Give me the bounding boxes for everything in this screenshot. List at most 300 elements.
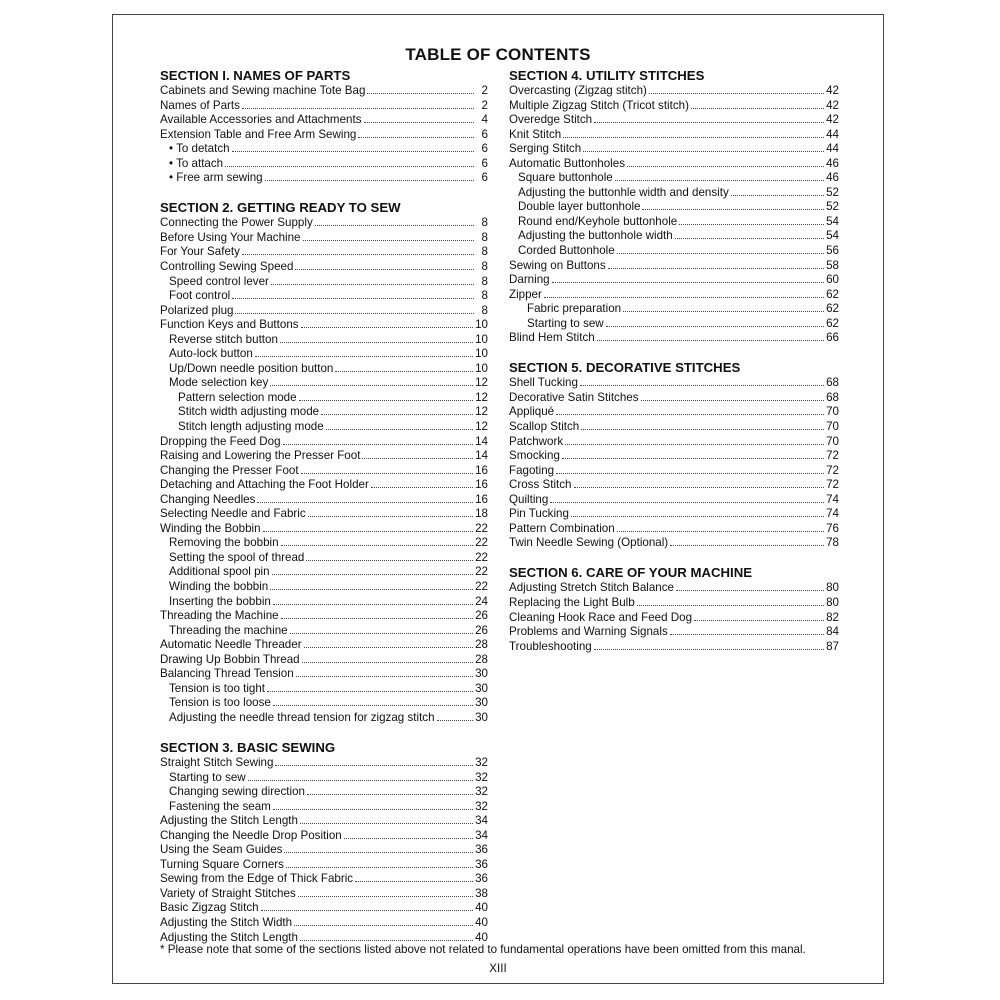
toc-entry xyxy=(160,142,488,157)
toc-entry-page: 8 xyxy=(481,289,488,303)
toc-entry-page: 46 xyxy=(826,156,839,170)
toc-entry-page: 12 xyxy=(475,405,488,419)
toc-entry-label: Pattern selection mode xyxy=(178,390,297,404)
toc-entry xyxy=(160,157,488,172)
toc-entry xyxy=(509,229,839,244)
toc-entry-page: 32 xyxy=(475,770,488,784)
toc-entry-label: Reverse stitch button xyxy=(169,332,278,346)
toc-entry-label: Double layer buttonhole xyxy=(518,200,641,214)
toc-entry-page: 30 xyxy=(475,696,488,710)
toc-entry-label: Overcasting (Zigzag stitch) xyxy=(509,84,647,97)
toc-entry-label: Names of Parts xyxy=(160,98,240,112)
toc-entry-label: Foot control xyxy=(169,289,231,303)
toc-entry xyxy=(160,667,488,682)
dot-leader xyxy=(273,595,473,605)
toc-entry xyxy=(160,682,488,697)
section-heading: SECTION I. NAMES OF PARTS xyxy=(160,68,351,83)
toc-entry-page: 8 xyxy=(481,259,488,273)
toc-entry-page: 62 xyxy=(826,302,839,316)
toc-entry-label: Threading the machine xyxy=(169,623,288,637)
dot-leader xyxy=(627,157,824,167)
toc-entry-label: Balancing Thread Tension xyxy=(160,667,294,681)
dot-leader xyxy=(326,420,473,430)
toc-entry xyxy=(160,493,488,508)
toc-entry-page: 12 xyxy=(475,390,488,404)
toc-entry xyxy=(160,318,488,333)
dot-leader xyxy=(574,478,825,488)
toc-entry-page: 40 xyxy=(475,930,488,944)
toc-entry-label: Adjusting the Stitch Length xyxy=(160,814,298,828)
dot-leader xyxy=(301,464,474,474)
dot-leader xyxy=(290,624,474,634)
toc-entry-label: Fagoting xyxy=(509,463,555,477)
section-heading: SECTION 4. UTILITY STITCHES xyxy=(509,68,705,83)
section-gap xyxy=(160,725,488,740)
dot-leader xyxy=(691,99,824,109)
dot-leader xyxy=(273,696,473,706)
toc-entry-label: Speed control lever xyxy=(169,274,269,288)
toc-entry xyxy=(509,288,839,303)
toc-entry-page: 54 xyxy=(826,214,839,228)
toc-entry xyxy=(160,275,488,290)
dot-leader xyxy=(679,215,824,225)
toc-entry-page: 28 xyxy=(475,638,488,652)
dot-leader xyxy=(232,289,474,299)
section-heading: SECTION 5. DECORATIVE STITCHES xyxy=(509,360,741,376)
toc-entry-page: 22 xyxy=(475,565,488,579)
dot-leader xyxy=(358,128,474,138)
dot-leader xyxy=(263,522,474,532)
toc-entry-page: 34 xyxy=(475,828,488,842)
toc-left-column xyxy=(160,68,488,945)
dot-leader xyxy=(580,376,824,386)
toc-entry xyxy=(160,580,488,595)
toc-entry-label: Pattern Combination xyxy=(509,521,615,535)
dot-leader xyxy=(670,536,824,546)
toc-entry xyxy=(160,595,488,610)
dot-leader xyxy=(556,405,824,415)
dot-leader xyxy=(594,640,824,650)
section-heading: SECTION 2. GETTING READY TO SEW xyxy=(160,200,401,216)
dot-leader xyxy=(273,800,473,810)
toc-entry xyxy=(509,259,839,274)
dot-leader xyxy=(641,391,825,401)
toc-entry-label: Before Using Your Machine xyxy=(160,230,301,244)
toc-entry-page: 12 xyxy=(475,419,488,433)
toc-section xyxy=(509,360,839,551)
toc-entry-label: Blind Hem Stitch xyxy=(509,331,595,345)
toc-entry-page: 62 xyxy=(826,287,839,301)
toc-entry-page: 8 xyxy=(481,216,488,230)
dot-leader xyxy=(355,872,473,882)
toc-entry-page: 78 xyxy=(826,536,839,550)
toc-entry-page: 10 xyxy=(475,318,488,332)
dot-leader xyxy=(261,901,474,911)
toc-entry-page: 22 xyxy=(475,580,488,593)
dot-leader xyxy=(642,200,824,210)
dot-leader xyxy=(556,464,824,474)
toc-entry xyxy=(160,551,488,566)
toc-entry-label: Straight Stitch Sewing xyxy=(160,755,274,769)
toc-entry-label: Starting to sew xyxy=(527,316,604,330)
toc-entry xyxy=(509,493,839,508)
toc-entry xyxy=(509,611,839,626)
toc-entry-label: Smocking xyxy=(509,449,560,463)
toc-entry-label: Cleaning Hook Race and Feed Dog xyxy=(509,610,693,624)
toc-entry-label: Function Keys and Buttons xyxy=(160,318,299,332)
toc-right-column xyxy=(509,68,839,654)
dot-leader xyxy=(265,171,474,181)
toc-entry xyxy=(160,231,488,246)
toc-entry xyxy=(160,128,488,143)
dot-leader xyxy=(321,405,473,415)
dot-leader xyxy=(286,858,473,868)
toc-entry-label: Multiple Zigzag Stitch (Tricot stitch) xyxy=(509,98,689,112)
toc-entry xyxy=(160,653,488,668)
toc-entry-label: Basic Zigzag Stitch xyxy=(160,901,259,915)
toc-entry xyxy=(160,800,488,815)
toc-entry-page: 52 xyxy=(826,200,839,214)
dot-leader xyxy=(300,814,473,824)
toc-entry xyxy=(509,391,839,406)
toc-entry-label: Appliqué xyxy=(509,405,555,419)
toc-entry-page: 14 xyxy=(475,449,488,463)
toc-entry-label: Darning xyxy=(509,273,550,287)
dot-leader xyxy=(606,317,824,327)
toc-entry-page: 30 xyxy=(475,681,488,695)
dot-leader xyxy=(296,667,473,677)
toc-entry-label: Patchwork xyxy=(509,434,564,448)
toc-entry xyxy=(160,347,488,362)
toc-entry xyxy=(160,464,488,479)
dot-leader xyxy=(271,275,474,285)
toc-entry xyxy=(160,84,488,99)
toc-entry-label: Automatic Needle Threader xyxy=(160,638,302,652)
dot-leader xyxy=(437,711,474,721)
toc-entry-label: Adjusting the buttonhole width xyxy=(518,229,673,243)
dot-leader xyxy=(306,551,473,561)
dot-leader xyxy=(272,565,474,575)
toc-entry xyxy=(160,624,488,639)
toc-entry xyxy=(509,405,839,420)
dot-leader xyxy=(670,625,824,635)
dot-leader xyxy=(302,653,473,663)
toc-entry-label: Adjusting the needle thread tension for zigzag stitch xyxy=(169,710,435,724)
toc-entry-label: For Your Safety xyxy=(160,245,240,259)
toc-entry-label: Overedge Stitch xyxy=(509,113,593,127)
toc-entry xyxy=(160,449,488,464)
toc-entry-page: 8 xyxy=(481,230,488,244)
toc-entry xyxy=(160,536,488,551)
toc-entry-label: Threading the Machine xyxy=(160,609,279,623)
toc-entry-page: 10 xyxy=(475,361,488,375)
toc-entry-page: 36 xyxy=(475,857,488,871)
dot-leader xyxy=(294,916,473,926)
toc-section xyxy=(160,740,488,945)
toc-entry-page: 32 xyxy=(475,755,488,769)
toc-entry-label: Tension is too loose xyxy=(169,696,271,710)
toc-entry-label: Controlling Sewing Speed xyxy=(160,259,294,273)
toc-entry-page: 24 xyxy=(475,594,488,608)
toc-entry-page: 87 xyxy=(826,639,839,653)
toc-entry-label: Quilting xyxy=(509,492,549,506)
toc-entry xyxy=(160,260,488,275)
toc-entry xyxy=(509,596,839,611)
toc-entry-label: Available Accessories and Attachments xyxy=(160,113,362,127)
toc-entry-label: Round end/Keyhole buttonhole xyxy=(518,214,678,228)
toc-entry-page: 66 xyxy=(826,331,839,345)
toc-entry-page: 32 xyxy=(475,799,488,813)
toc-entry-label: Troubleshooting xyxy=(509,639,592,653)
dot-leader xyxy=(637,596,824,606)
toc-entry-label: Scallop Stitch xyxy=(509,419,580,433)
toc-entry-page: 26 xyxy=(475,609,488,623)
toc-entry-page: 22 xyxy=(475,550,488,564)
toc-entry-page: 80 xyxy=(826,595,839,609)
dot-leader xyxy=(544,288,824,298)
page-title: TABLE OF CONTENTS xyxy=(405,45,591,64)
dot-leader xyxy=(371,478,473,488)
toc-entry-label: Pin Tucking xyxy=(509,507,569,521)
toc-entry-page: 26 xyxy=(475,623,488,637)
toc-entry xyxy=(509,157,839,172)
toc-entry-label: Winding the Bobbin xyxy=(160,521,261,535)
toc-entry xyxy=(160,289,488,304)
toc-entry-page: 62 xyxy=(826,316,839,330)
toc-entry xyxy=(160,711,488,726)
dot-leader xyxy=(235,304,474,314)
toc-entry-page: 72 xyxy=(826,449,839,463)
dot-leader xyxy=(257,493,473,503)
toc-entry-page: 6 xyxy=(481,127,488,141)
toc-entry xyxy=(509,99,839,114)
toc-entry-page: 72 xyxy=(826,478,839,492)
toc-entry-page: 76 xyxy=(826,521,839,535)
toc-entry xyxy=(509,640,839,655)
dot-leader xyxy=(301,318,474,328)
dot-leader xyxy=(307,785,473,795)
toc-entry xyxy=(160,872,488,887)
toc-entry xyxy=(509,273,839,288)
toc-entry-label: Changing the Needle Drop Position xyxy=(160,828,342,842)
toc-entry-page: 40 xyxy=(475,915,488,929)
dot-leader xyxy=(315,216,474,226)
toc-entry xyxy=(160,171,488,186)
toc-entry-label: Fastening the seam xyxy=(169,799,271,813)
toc-entry xyxy=(509,376,839,391)
toc-entry-label: Changing sewing direction xyxy=(169,785,305,799)
toc-entry-page: 18 xyxy=(475,507,488,521)
toc-entry xyxy=(509,128,839,143)
toc-entry-page: 58 xyxy=(826,258,839,272)
toc-entry xyxy=(160,785,488,800)
toc-entry-label: Turning Square Corners xyxy=(160,857,284,871)
dot-leader xyxy=(283,435,474,445)
toc-entry-label: Changing Needles xyxy=(160,492,256,506)
dot-leader xyxy=(617,522,824,532)
dot-leader xyxy=(275,756,473,766)
toc-entry-label: Automatic Buttonholes xyxy=(509,156,626,170)
dot-leader xyxy=(270,376,473,386)
toc-section xyxy=(509,565,839,654)
dot-leader xyxy=(225,157,474,167)
toc-entry-page: 80 xyxy=(826,581,839,595)
dot-leader xyxy=(362,449,473,459)
dot-leader xyxy=(255,347,473,357)
dot-leader xyxy=(562,449,824,459)
toc-entry-page: 32 xyxy=(475,785,488,799)
toc-entry xyxy=(509,142,839,157)
toc-entry-page: 44 xyxy=(826,142,839,156)
toc-entry-page: 46 xyxy=(826,171,839,185)
toc-entry-label: Replacing the Light Bulb xyxy=(509,595,635,609)
dot-leader xyxy=(295,260,474,270)
toc-entry xyxy=(160,420,488,435)
toc-entry-page: 84 xyxy=(826,625,839,639)
dot-leader xyxy=(581,420,824,430)
dot-leader xyxy=(367,84,474,94)
toc-entry xyxy=(509,625,839,640)
section-gap xyxy=(509,551,839,566)
toc-entry-label: Up/Down needle position button xyxy=(169,361,334,375)
toc-entry xyxy=(509,464,839,479)
toc-entry xyxy=(160,333,488,348)
toc-entry-label: Adjusting the buttonhle width and density xyxy=(518,185,729,199)
toc-entry-page: 42 xyxy=(826,84,839,97)
toc-entry-label: Using the Seam Guides xyxy=(160,843,283,857)
toc-entry xyxy=(160,362,488,377)
toc-entry-label: Auto-lock button xyxy=(169,347,253,361)
toc-entry xyxy=(509,478,839,493)
toc-entry xyxy=(160,829,488,844)
toc-entry xyxy=(509,331,839,346)
toc-entry-label: Extension Table and Free Arm Sewing xyxy=(160,127,357,141)
toc-entry-page: 28 xyxy=(475,652,488,666)
toc-entry xyxy=(509,507,839,522)
toc-entry-page: 14 xyxy=(475,434,488,448)
toc-entry xyxy=(160,405,488,420)
dot-leader xyxy=(731,186,824,196)
toc-entry-label: Zipper xyxy=(509,287,542,301)
dot-leader xyxy=(232,142,474,152)
dot-leader xyxy=(676,581,824,591)
dot-leader xyxy=(308,507,473,517)
toc-entry-page: 42 xyxy=(826,113,839,127)
toc-entry-label: Inserting the bobbin xyxy=(169,594,271,608)
dot-leader xyxy=(552,273,824,283)
toc-entry-page: 30 xyxy=(475,710,488,724)
toc-entry-label: • To attach xyxy=(169,156,224,170)
toc-entry xyxy=(160,756,488,771)
toc-entry-page: 56 xyxy=(826,244,839,258)
toc-entry-label: Stitch width adjusting mode xyxy=(178,405,320,419)
toc-entry-page: 8 xyxy=(481,303,488,317)
toc-entry-label: Additional spool pin xyxy=(169,565,270,579)
toc-entry-page: 34 xyxy=(475,814,488,828)
toc-entry xyxy=(509,244,839,259)
toc-section xyxy=(160,200,488,725)
toc-entry-page: 60 xyxy=(826,273,839,287)
dot-leader xyxy=(299,391,474,401)
toc-entry-page: 44 xyxy=(826,127,839,141)
dot-leader xyxy=(563,128,824,138)
toc-entry-label: Corded Buttonhole xyxy=(518,244,615,258)
toc-entry-page: 2 xyxy=(481,84,488,97)
toc-entry-page: 82 xyxy=(826,610,839,624)
toc-entry-page: 12 xyxy=(475,376,488,390)
dot-leader xyxy=(594,113,824,123)
toc-entry xyxy=(509,435,839,450)
toc-entry-page: 68 xyxy=(826,390,839,404)
dot-leader xyxy=(344,829,473,839)
dot-leader xyxy=(694,611,824,621)
section-heading: SECTION 6. CARE OF YOUR MACHINE xyxy=(509,565,753,581)
toc-section xyxy=(160,68,488,186)
toc-entry-label: Sewing on Buttons xyxy=(509,258,606,272)
toc-entry-page: 6 xyxy=(481,142,488,156)
dot-leader xyxy=(583,142,824,152)
dot-leader xyxy=(281,536,474,546)
dot-leader xyxy=(550,493,824,503)
toc-entry xyxy=(509,420,839,435)
toc-entry-page: 38 xyxy=(475,886,488,900)
toc-entry-page: 8 xyxy=(481,274,488,288)
dot-leader xyxy=(617,244,824,254)
toc-entry xyxy=(160,887,488,902)
dot-leader xyxy=(270,580,473,590)
toc-entry xyxy=(160,638,488,653)
toc-entry xyxy=(509,522,839,537)
toc-entry-page: 6 xyxy=(481,156,488,170)
toc-entry-label: Raising and Lowering the Presser Foot xyxy=(160,449,361,463)
toc-entry-label: Starting to sew xyxy=(169,770,246,784)
toc-entry xyxy=(160,843,488,858)
toc-entry-page: 30 xyxy=(475,667,488,681)
toc-entry-label: Drawing Up Bobbin Thread xyxy=(160,652,300,666)
dot-leader xyxy=(300,931,473,941)
toc-entry-label: Serging Stitch xyxy=(509,142,582,156)
toc-entry-page: 22 xyxy=(475,536,488,550)
toc-entry-label: Dropping the Feed Dog xyxy=(160,434,281,448)
toc-entry-page: 2 xyxy=(481,98,488,112)
toc-entry xyxy=(160,565,488,580)
toc-entry xyxy=(509,215,839,230)
toc-entry-label: Detaching and Attaching the Foot Holder xyxy=(160,478,369,492)
dot-leader xyxy=(298,887,473,897)
toc-entry-label: Decorative Satin Stitches xyxy=(509,390,639,404)
toc-entry-label: Cabinets and Sewing machine Tote Bag xyxy=(160,84,366,97)
toc-entry-label: Connecting the Power Supply xyxy=(160,216,313,230)
toc-entry-page: 74 xyxy=(826,507,839,521)
toc-entry-label: Sewing from the Edge of Thick Fabric xyxy=(160,872,354,886)
toc-entry xyxy=(160,858,488,873)
toc-entry xyxy=(160,435,488,450)
toc-entry-page: 6 xyxy=(481,171,488,185)
toc-entry-label: Setting the spool of thread xyxy=(169,550,305,564)
toc-entry-label: Stitch length adjusting mode xyxy=(178,419,324,433)
toc-entry xyxy=(160,814,488,829)
dot-leader xyxy=(565,435,824,445)
toc-entry-page: 4 xyxy=(481,113,488,127)
toc-entry-label: Problems and Warning Signals xyxy=(509,625,668,639)
dot-leader xyxy=(304,638,474,648)
toc-entry-label: Square buttonhole xyxy=(518,171,613,185)
toc-entry xyxy=(509,171,839,186)
toc-entry xyxy=(509,317,839,332)
section-gap xyxy=(509,346,839,361)
toc-entry xyxy=(509,536,839,551)
toc-entry xyxy=(509,84,839,99)
